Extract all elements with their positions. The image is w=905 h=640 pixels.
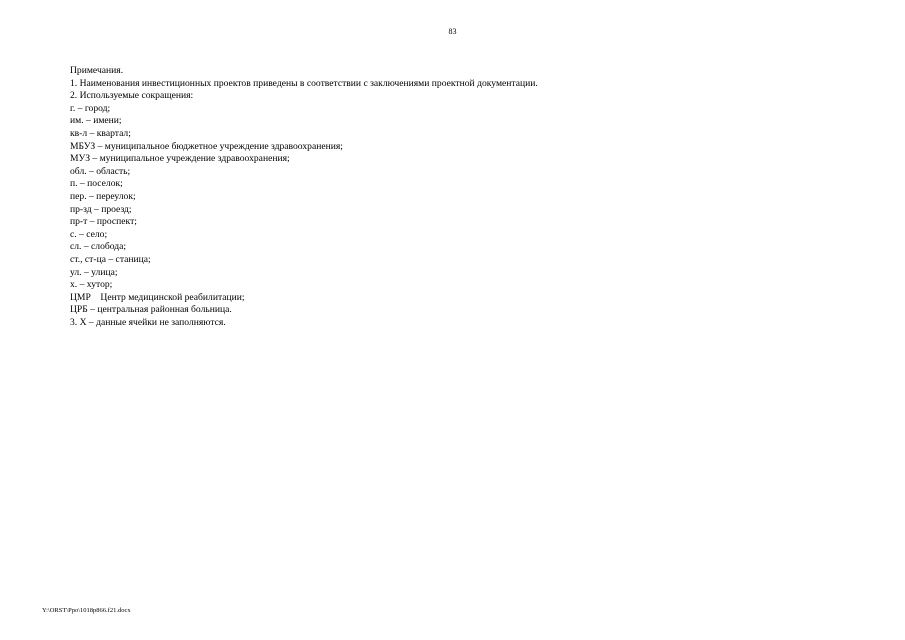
note-line: 3. Х – данные ячейки не заполняются. — [70, 316, 226, 328]
note-line: 2. Используемые сокращения: — [70, 90, 194, 102]
abbreviation-line: г. – город; — [70, 102, 111, 114]
footer-file-path: Y:\ORST\Ppo\1018p866.f21.docx — [42, 607, 131, 614]
abbreviation-line: МБУЗ – муниципальное бюджетное учреждение здравоохранения; — [70, 140, 343, 152]
abbreviation-line: МУЗ – муниципальное учреждение здравоохранения; — [70, 153, 290, 165]
abbreviation-line: пер. – переулок; — [70, 190, 136, 202]
abbreviation-line: им. – имени; — [70, 115, 122, 127]
abbreviation-line: кв-л – квартал; — [70, 127, 131, 139]
notes-heading: Примечания. — [70, 65, 124, 76]
abbreviation-line: х. – хутор; — [70, 279, 113, 291]
abbreviation-line: ЦМР Центр медицинской реабилитации; — [70, 291, 245, 303]
abbreviation-line: пр-т – проспект; — [70, 216, 137, 228]
abbreviation-line: ст., ст-ца – станица; — [70, 253, 151, 265]
page-number: 83 — [448, 27, 457, 36]
abbreviation-line: ЦРБ – центральная районная больница. — [70, 304, 232, 316]
abbreviation-line: пр-зд – проезд; — [70, 203, 132, 215]
note-line: 1. Наименования инвестиционных проектов приведены в соответствии с заключениями проектной документации. — [70, 77, 538, 89]
abbreviation-line: сл. – слобода; — [70, 241, 127, 253]
abbreviation-line: обл. – область; — [70, 165, 131, 177]
abbreviation-line: ул. – улица; — [70, 266, 118, 278]
abbreviation-line: с. – село; — [70, 228, 108, 240]
abbreviation-line: п. – поселок; — [70, 178, 123, 190]
notes-section — [70, 65, 830, 329]
